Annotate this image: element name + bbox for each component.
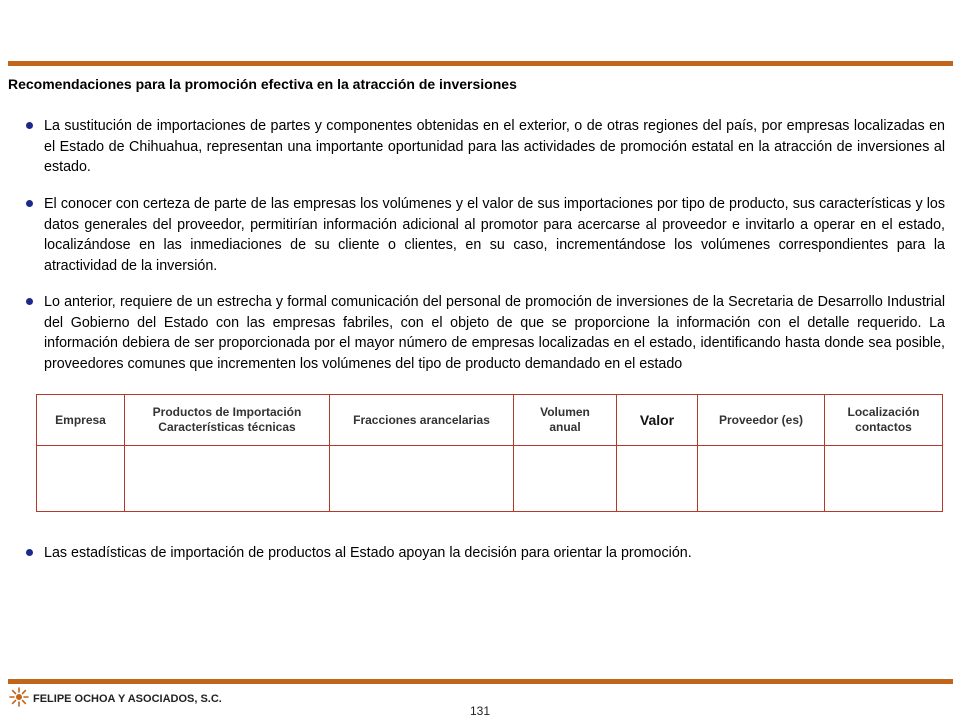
- bullet-text: La sustitución de importaciones de partes y componentes obtenidas en el exterior, o de otras regiones del país, por empresas localizadas en el Estado de Chihuahua, representan una importante oportunidad para las actividades de promoción estatal en la atracción de inversiones al estado.: [44, 118, 945, 175]
- col-header-label: contactos: [855, 420, 912, 434]
- col-header-fracciones: [330, 395, 514, 446]
- col-header-valor: [617, 395, 698, 446]
- page-title: Recomendaciones para la promoción efectiva en la atracción de inversiones: [8, 76, 517, 92]
- bullet-text: Las estadísticas de importación de productos al Estado apoyan la decisión para orientar la promoción.: [44, 545, 692, 561]
- table-cell: [617, 446, 698, 512]
- col-header-label: Empresa: [55, 412, 106, 427]
- col-header-label: Localización: [847, 405, 920, 419]
- table-cell: [698, 446, 825, 512]
- col-header-label: Fracciones arancelarias: [353, 412, 490, 427]
- table-cell: [825, 446, 943, 512]
- col-header-label: Características técnicas: [158, 420, 296, 434]
- col-header-label: Productos de Importación: [152, 405, 302, 419]
- col-header-proveedor: [698, 395, 825, 446]
- col-header-label: anual: [549, 420, 581, 434]
- bullet-item-2: [26, 194, 945, 276]
- page-number: 131: [469, 704, 491, 718]
- bullet-icon: [26, 200, 33, 207]
- bullet-icon: [26, 298, 33, 305]
- col-header-empresa: [37, 395, 125, 446]
- import-info-table: [36, 394, 943, 512]
- table-row: [37, 446, 943, 512]
- bullet-icon: [26, 122, 33, 129]
- col-header-label: Volumen: [540, 405, 590, 419]
- table-cell: [125, 446, 330, 512]
- col-header-label: Valor: [639, 411, 675, 428]
- bottom-divider: [8, 679, 953, 684]
- table-cell: [330, 446, 514, 512]
- bullet-item-1: [26, 116, 945, 178]
- bullet-icon: [26, 549, 33, 556]
- top-divider: [8, 61, 953, 66]
- bullet-text: El conocer con certeza de parte de las empresas los volúmenes y el valor de sus importaciones por tipo de producto, sus características y los datos generales del proveedor, permitirían información adicional al promotor para acercarse al proveedor e invitarlo a operar en el estado, localizándose en las inmediaciones de su cliente o clientes, en su caso, incrementándose los volúmenes correspondientes para la atractividad de la inversión.: [44, 196, 945, 274]
- bullet-item-3: [26, 292, 945, 374]
- col-header-label: Proveedor (es): [718, 412, 804, 427]
- bullet-text: Lo anterior, requiere de un estrecha y formal comunicación del personal de promoción de inversiones de la Secretaria de Desarrollo Industrial del Gobierno del Estado con las empresas fabriles, con el objeto de que se proporcione la información con el detalle requerido. La información debiera de ser proporcionada por el mayor número de empresas localizadas en el estado, identificando hasta donde sea posible, proveedores comunes que incrementen los volúmenes del tipo de producto demandado en el estado: [44, 294, 945, 372]
- footer-company-name: FELIPE OCHOA Y ASOCIADOS, S.C.: [33, 693, 222, 705]
- table-cell: [514, 446, 617, 512]
- table-cell: [37, 446, 125, 512]
- col-header-volumen: [514, 395, 617, 446]
- bullet-item-4: [26, 543, 945, 564]
- col-header-localizacion: [825, 395, 943, 446]
- col-header-productos: [125, 395, 330, 446]
- table-header-row: [37, 395, 943, 446]
